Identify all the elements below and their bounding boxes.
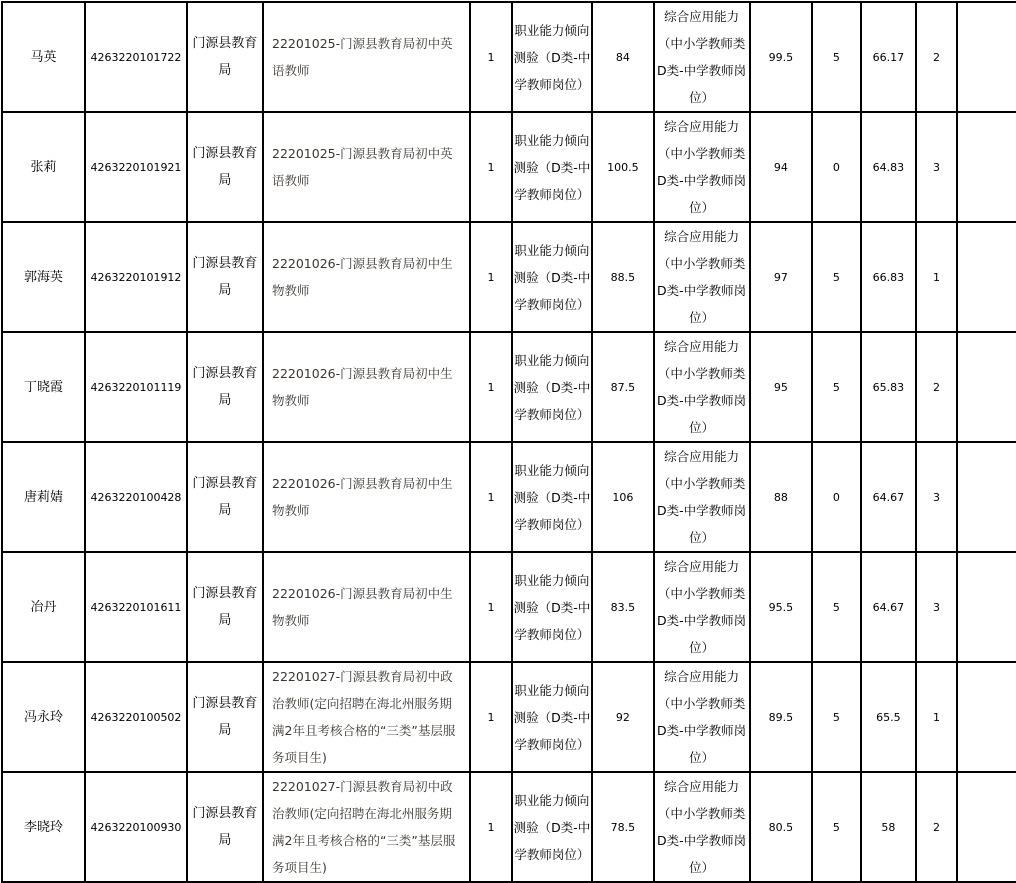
note	[957, 2, 1016, 112]
department: 门源县教育局	[187, 332, 263, 442]
score-1: 83.5	[592, 552, 654, 662]
quota: 1	[470, 772, 512, 882]
total-score: 65.83	[861, 332, 917, 442]
department: 门源县教育局	[187, 552, 263, 662]
score-1: 92	[592, 662, 654, 772]
total-score: 66.83	[861, 222, 917, 332]
bonus-points: 5	[812, 662, 860, 772]
note	[957, 662, 1016, 772]
score-1: 88.5	[592, 222, 654, 332]
subject-2: 综合应用能力（中小学教师类D类-中学教师岗位）	[654, 662, 750, 772]
score-2: 89.5	[750, 662, 812, 772]
total-score: 64.67	[861, 442, 917, 552]
total-score: 64.67	[861, 552, 917, 662]
table-row	[2, 772, 1016, 882]
rank: 3	[916, 552, 957, 662]
quota: 1	[470, 2, 512, 112]
table-row	[2, 442, 1016, 552]
subject-2: 综合应用能力（中小学教师类D类-中学教师岗位）	[654, 222, 750, 332]
rank: 3	[916, 442, 957, 552]
exam-id: 4263220101912	[85, 222, 187, 332]
subject-2: 综合应用能力（中小学教师类D类-中学教师岗位）	[654, 2, 750, 112]
exam-results-table	[1, 1, 1016, 883]
score-2: 80.5	[750, 772, 812, 882]
candidate-name: 冯永玲	[2, 662, 85, 772]
subject-2: 综合应用能力（中小学教师类D类-中学教师岗位）	[654, 332, 750, 442]
department: 门源县教育局	[187, 662, 263, 772]
bonus-points: 5	[812, 2, 860, 112]
bonus-points: 5	[812, 332, 860, 442]
bonus-points: 0	[812, 442, 860, 552]
exam-id: 4263220101921	[85, 112, 187, 222]
quota: 1	[470, 552, 512, 662]
quota: 1	[470, 222, 512, 332]
table-row	[2, 112, 1016, 222]
score-1: 100.5	[592, 112, 654, 222]
table-row	[2, 662, 1016, 772]
rank: 3	[916, 112, 957, 222]
score-2: 88	[750, 442, 812, 552]
rank: 1	[916, 222, 957, 332]
subject-1: 职业能力倾向测验（D类-中学教师岗位）	[512, 112, 592, 222]
position: 22201027-门源县教育局初中政治教师(定向招聘在海北州服务期满2年且考核合格的“三类”基层服务项目生)	[263, 772, 470, 882]
department: 门源县教育局	[187, 112, 263, 222]
rank: 1	[916, 662, 957, 772]
rank: 2	[916, 332, 957, 442]
candidate-name: 李晓玲	[2, 772, 85, 882]
score-2: 99.5	[750, 2, 812, 112]
subject-1: 职业能力倾向测验（D类-中学教师岗位）	[512, 772, 592, 882]
subject-1: 职业能力倾向测验（D类-中学教师岗位）	[512, 442, 592, 552]
bonus-points: 5	[812, 552, 860, 662]
department: 门源县教育局	[187, 442, 263, 552]
subject-1: 职业能力倾向测验（D类-中学教师岗位）	[512, 2, 592, 112]
score-2: 95	[750, 332, 812, 442]
subject-2: 综合应用能力（中小学教师类D类-中学教师岗位）	[654, 552, 750, 662]
score-1: 78.5	[592, 772, 654, 882]
quota: 1	[470, 112, 512, 222]
subject-2: 综合应用能力（中小学教师类D类-中学教师岗位）	[654, 112, 750, 222]
score-2: 94	[750, 112, 812, 222]
candidate-name: 郭海英	[2, 222, 85, 332]
subject-2: 综合应用能力（中小学教师类D类-中学教师岗位）	[654, 772, 750, 882]
total-score: 64.83	[861, 112, 917, 222]
position: 22201025-门源县教育局初中英语教师	[263, 2, 470, 112]
position: 22201025-门源县教育局初中英语教师	[263, 112, 470, 222]
note	[957, 112, 1016, 222]
rank: 2	[916, 2, 957, 112]
candidate-name: 唐莉婧	[2, 442, 85, 552]
subject-1: 职业能力倾向测验（D类-中学教师岗位）	[512, 662, 592, 772]
table-row	[2, 332, 1016, 442]
score-2: 97	[750, 222, 812, 332]
bonus-points: 5	[812, 222, 860, 332]
exam-id: 4263220101611	[85, 552, 187, 662]
note	[957, 442, 1016, 552]
subject-1: 职业能力倾向测验（D类-中学教师岗位）	[512, 552, 592, 662]
table-row	[2, 552, 1016, 662]
exam-id: 4263220101119	[85, 332, 187, 442]
quota: 1	[470, 442, 512, 552]
department: 门源县教育局	[187, 772, 263, 882]
position: 22201026-门源县教育局初中生物教师	[263, 552, 470, 662]
candidate-name: 丁晓霞	[2, 332, 85, 442]
position: 22201026-门源县教育局初中生物教师	[263, 442, 470, 552]
total-score: 58	[861, 772, 917, 882]
table-row	[2, 222, 1016, 332]
subject-2: 综合应用能力（中小学教师类D类-中学教师岗位）	[654, 442, 750, 552]
position: 22201026-门源县教育局初中生物教师	[263, 222, 470, 332]
score-1: 87.5	[592, 332, 654, 442]
subject-1: 职业能力倾向测验（D类-中学教师岗位）	[512, 222, 592, 332]
exam-id: 4263220101722	[85, 2, 187, 112]
note	[957, 222, 1016, 332]
quota: 1	[470, 662, 512, 772]
department: 门源县教育局	[187, 2, 263, 112]
quota: 1	[470, 332, 512, 442]
table-row	[2, 2, 1016, 112]
bonus-points: 0	[812, 112, 860, 222]
score-2: 95.5	[750, 552, 812, 662]
total-score: 66.17	[861, 2, 917, 112]
exam-id: 4263220100930	[85, 772, 187, 882]
score-1: 106	[592, 442, 654, 552]
exam-id: 4263220100502	[85, 662, 187, 772]
rank: 2	[916, 772, 957, 882]
bonus-points: 5	[812, 772, 860, 882]
department: 门源县教育局	[187, 222, 263, 332]
exam-id: 4263220100428	[85, 442, 187, 552]
candidate-name: 冶丹	[2, 552, 85, 662]
note	[957, 332, 1016, 442]
position: 22201026-门源县教育局初中生物教师	[263, 332, 470, 442]
candidate-name: 马英	[2, 2, 85, 112]
candidate-name: 张莉	[2, 112, 85, 222]
position: 22201027-门源县教育局初中政治教师(定向招聘在海北州服务期满2年且考核合格的“三类”基层服务项目生)	[263, 662, 470, 772]
note	[957, 772, 1016, 882]
subject-1: 职业能力倾向测验（D类-中学教师岗位）	[512, 332, 592, 442]
note	[957, 552, 1016, 662]
score-1: 84	[592, 2, 654, 112]
total-score: 65.5	[861, 662, 917, 772]
